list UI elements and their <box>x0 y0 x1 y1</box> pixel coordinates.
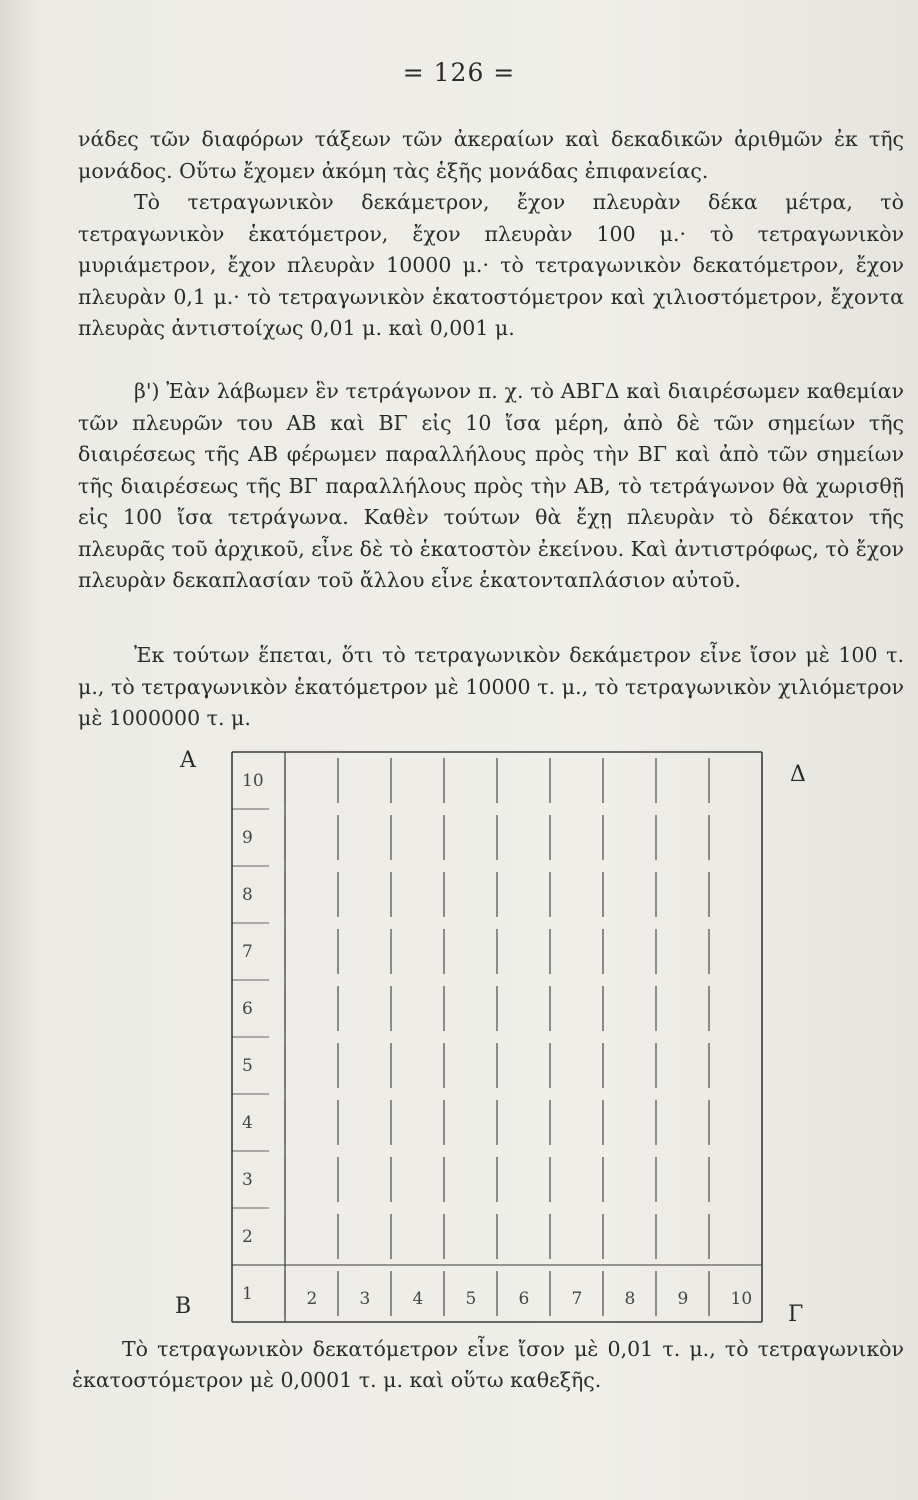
grid-row-label: 3 <box>242 1170 253 1190</box>
grid-column-label: 10 <box>730 1289 753 1309</box>
grid-column-label: 3 <box>359 1289 371 1309</box>
caption-block <box>72 1334 904 1396</box>
text-block-units <box>78 124 904 345</box>
grid-column-label: 8 <box>624 1289 636 1309</box>
grid-row-label: 7 <box>242 942 253 962</box>
paragraph-consequence: Ἐκ τούτων ἕπεται, ὅτι τὸ τετραγωνικὸν δεκάμετρον εἶνε ἴσον μὲ 100 τ. μ., τὸ τετραγωνικὸν ἑκατόμετρον μὲ 10000 τ. μ., τὸ τετραγωνικὸν χιλιόμετρον μὲ 1000000 τ. μ. <box>78 643 904 730</box>
grid-row-label: 5 <box>242 1056 253 1076</box>
text-block-square <box>78 376 904 597</box>
grid-row-label: 8 <box>242 885 253 905</box>
grid-column-label: 6 <box>518 1289 530 1309</box>
caption-text: Τὸ τετραγωνικὸν δεκατόμετρον εἶνε ἴσον μὲ 0,01 τ. μ., τὸ τετραγωνικὸν ἑκατοστόμετρον μὲ 0,0001 τ. μ. καὶ οὕτω καθεξῆς. <box>72 1337 904 1392</box>
paragraph-units: Τὸ τετραγωνικὸν δεκάμετρον, ἔχον πλευρὰν δέκα μέτρα, τὸ τετραγωνικὸν ἑκατόμετρον, ἔχον πλευρὰν 100 μ.· τὸ τετραγωνικὸν μυριάμετρον, ἔχον πλευρὰν 10000 μ.· τὸ τετραγωνικὸν δεκατόμετρον, ἔχον πλευρὰν 0,1 μ.· τὸ τετραγωνικὸν ἑκατοστόμετρον καὶ χιλιοστόμετρον, ἔχοντα πλευρὰς ἀντιστοίχως 0,01 μ. καὶ 0,001 μ. <box>78 190 904 340</box>
text-block-consequence <box>78 640 904 735</box>
grid-row-label: 4 <box>242 1113 253 1133</box>
page-number: = 126 = <box>402 58 516 87</box>
grid-column-label: 4 <box>412 1289 424 1309</box>
grid-row-label: 9 <box>242 828 253 848</box>
square-grid-figure <box>224 748 764 1328</box>
corner-label-d: Δ <box>790 762 806 787</box>
grid-row-label: 1 <box>242 1284 253 1304</box>
grid-column-label: 7 <box>571 1289 583 1309</box>
paragraph-square-division: β') Ἐὰν λάβωμεν ἓν τετράγωνον π. χ. τὸ ΑΒΓΔ καὶ διαιρέσωμεν καθεμίαν τῶν πλευρῶν του ΑΒ καὶ ΒΓ εἰς 10 ἴσα μέρη, ἀπὸ δὲ τῶν σημείων τῆς διαιρέσεως τῆς ΑΒ φέρωμεν παραλλήλους πρὸς τὴν ΒΓ καὶ ἀπὸ τῶν σημείων τῆς διαιρέσεως τῆς ΒΓ παραλλήλους πρὸς τὴν ΑΒ, τὸ τετράγωνον θὰ χωρισθῇ εἰς 100 ἴσα τετράγωνα. Καθὲν τούτων θὰ ἔχῃ πλευρὰν τὸ δέκατον τῆς πλευρᾶς τοῦ ἀρχικοῦ, εἶνε δὲ τὸ ἑκατοστὸν ἐκείνου. Καὶ ἀντιστρόφως, τὸ ἔχον πλευρὰν δεκαπλασίαν τοῦ ἄλλου εἶνε ἑκατονταπλάσιον αὐτοῦ. <box>78 379 904 592</box>
continued-line: νάδες τῶν διαφόρων τάξεων τῶν ἀκεραίων καὶ δεκαδικῶν ἀριθμῶν ἐκ τῆς μονάδος. Οὕτω ἔχομεν ἀκόμη τὰς ἑξῆς μονάδας ἐπιφανείας. <box>78 127 904 183</box>
grid-column-label: 9 <box>677 1289 689 1309</box>
grid-row-label: 2 <box>242 1227 253 1247</box>
corner-label-a: Α <box>180 748 196 773</box>
grid-column-label: 5 <box>465 1289 477 1309</box>
grid-column-label: 2 <box>306 1289 318 1309</box>
corner-label-g: Γ <box>788 1302 804 1327</box>
grid-row-label: 10 <box>242 771 264 791</box>
corner-label-b: Β <box>175 1294 192 1319</box>
grid-row-label: 6 <box>242 999 253 1019</box>
